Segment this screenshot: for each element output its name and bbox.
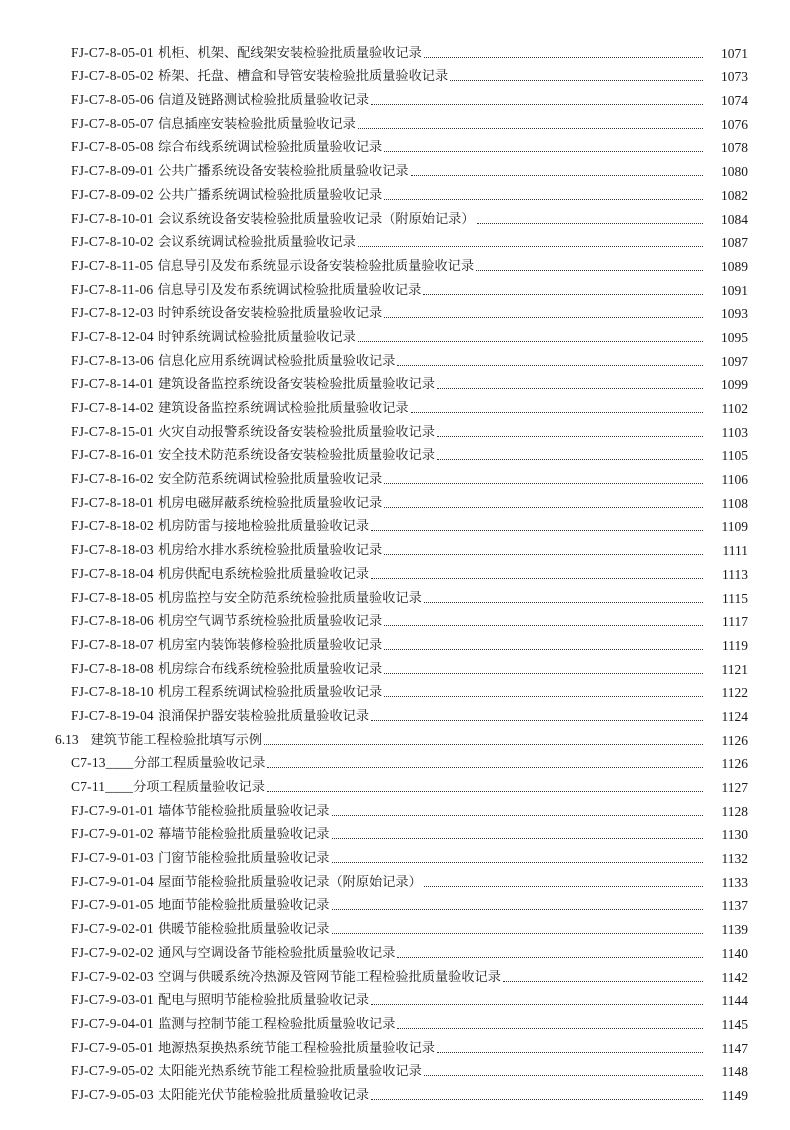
toc-entry-text: 信息导引及发布系统显示设备安装检验批质量验收记录 [157, 258, 475, 274]
toc-entry[interactable] [0, 180, 790, 204]
toc-entry[interactable] [0, 322, 790, 346]
toc-entry-page-number: 1148 [721, 1064, 748, 1080]
toc-entry[interactable] [0, 914, 790, 938]
dot-leader [332, 838, 704, 839]
toc-entry[interactable] [0, 607, 790, 631]
dot-leader [384, 151, 703, 152]
toc-entry-text: 机房综合布线系统检验批质量验收记录 [158, 661, 383, 677]
toc-entry-text: 配电与照明节能检验批质量验收记录 [158, 993, 370, 1009]
toc-entry-title [71, 590, 422, 607]
dot-leader [384, 483, 703, 484]
dot-leader [437, 459, 703, 460]
toc-entry[interactable] [0, 488, 790, 512]
toc-entry-code: FJ-C7-9-01-03 [71, 850, 154, 866]
toc-entry-text: 建筑设备监控系统调试检验批质量验收记录 [158, 401, 409, 416]
toc-entry-page-number: 1128 [721, 803, 748, 819]
toc-entry-code: FJ-C7-8-05-02 [71, 68, 154, 84]
toc-entry[interactable] [0, 85, 790, 109]
toc-entry-title [71, 139, 382, 156]
toc-entry-title [71, 542, 382, 559]
dot-leader [371, 1099, 703, 1100]
toc-entry-title [71, 92, 369, 109]
toc-entry-text: 机房给水排水系统检验批质量验收记录 [158, 543, 383, 559]
toc-entry-code: FJ-C7-8-05-08 [71, 139, 154, 155]
toc-entry-page-number: 1087 [721, 235, 748, 251]
dot-leader [424, 57, 703, 58]
toc-entry[interactable] [0, 1009, 790, 1033]
dot-leader [371, 530, 703, 531]
toc-entry-page-number: 1099 [721, 377, 748, 393]
toc-entry-page-number: 1130 [721, 827, 748, 843]
toc-entry-text: 时钟系统设备安装检验批质量验收记录 [158, 306, 383, 322]
toc-entry-title [71, 305, 382, 322]
toc-entry-title [71, 661, 382, 678]
dot-leader [267, 791, 703, 792]
toc-entry[interactable] [0, 1057, 790, 1081]
dot-leader [267, 767, 703, 768]
toc-entry-code: FJ-C7-8-09-01 [71, 163, 154, 179]
toc-entry-page-number: 1144 [721, 993, 748, 1009]
toc-entry-text: 建筑节能工程检验批填写示例 [90, 732, 263, 748]
toc-entry[interactable] [0, 535, 790, 559]
toc-entry[interactable] [0, 820, 790, 844]
toc-entry-page-number: 1139 [721, 922, 748, 938]
table-of-contents [0, 38, 790, 1104]
toc-entry-title [55, 732, 262, 749]
toc-entry[interactable] [0, 678, 790, 702]
toc-entry-page-number: 1071 [721, 45, 748, 61]
toc-entry-page-number: 1140 [721, 945, 748, 961]
toc-entry-title [71, 376, 435, 393]
toc-entry-code: FJ-C7-8-18-04 [71, 565, 154, 581]
dot-leader [503, 981, 703, 982]
toc-entry[interactable] [0, 417, 790, 441]
dot-leader [264, 744, 703, 745]
toc-entry-page-number: 1137 [721, 898, 748, 914]
toc-entry-title [71, 684, 382, 701]
toc-entry-text: 分项工程质量验收记录 [133, 780, 265, 795]
dot-leader [450, 80, 703, 81]
toc-entry-code: FJ-C7-9-02-02 [71, 944, 154, 960]
dot-leader [397, 365, 703, 366]
toc-entry-title [71, 495, 382, 512]
toc-entry-page-number: 1117 [722, 614, 748, 630]
toc-entry-text: 公共广播系统设备安装检验批质量验收记录 [158, 164, 409, 180]
toc-entry[interactable] [0, 228, 790, 252]
toc-entry-code: FJ-C7-9-01-01 [71, 802, 154, 818]
toc-entry-code: FJ-C7-8-18-10 [71, 684, 154, 700]
toc-entry-code: FJ-C7-8-10-02 [71, 234, 154, 250]
toc-entry-title [71, 755, 265, 772]
dot-leader [358, 128, 703, 129]
toc-entry-title [71, 874, 422, 891]
toc-entry-page-number: 1091 [721, 282, 748, 298]
toc-entry-code: 6.13 [55, 731, 79, 747]
dot-leader [437, 436, 703, 437]
toc-entry-code: FJ-C7-8-11-05 [71, 257, 154, 273]
toc-entry-code: FJ-C7-9-01-02 [71, 826, 154, 842]
toc-entry-page-number: 1106 [721, 472, 748, 488]
dot-leader [411, 412, 703, 413]
toc-entry-code: FJ-C7-8-05-07 [71, 115, 154, 131]
toc-entry-text: 安全技术防范系统设备安装检验批质量验收记录 [158, 448, 435, 464]
dot-leader [424, 1075, 703, 1076]
toc-entry-title [71, 1040, 435, 1057]
toc-entry-text: 机房供配电系统检验批质量验收记录 [158, 566, 370, 582]
toc-entry-text: 建筑设备监控系统设备安装检验批质量验收记录 [158, 377, 435, 393]
toc-entry-page-number: 1115 [722, 590, 748, 606]
toc-entry-page-number: 1149 [721, 1087, 748, 1103]
toc-entry-page-number: 1074 [721, 93, 748, 109]
toc-entry-text: 信道及链路测试检验批质量验收记录 [158, 93, 370, 109]
toc-entry-page-number: 1102 [721, 401, 748, 416]
toc-entry-title [71, 518, 369, 535]
toc-entry-code: C7-11____ [71, 779, 134, 794]
toc-entry-page-number: 1097 [721, 353, 748, 369]
toc-entry-page-number: 1089 [721, 258, 748, 274]
toc-entry-title [71, 400, 409, 417]
toc-entry-text: 墙体节能检验批质量验收记录 [158, 803, 330, 819]
toc-entry-text: 监测与控制节能工程检验批质量验收记录 [158, 1016, 396, 1032]
toc-entry-code: FJ-C7-8-05-06 [71, 92, 154, 108]
toc-entry-page-number: 1111 [722, 543, 748, 559]
toc-entry-text: 信息化应用系统调试检验批质量验收记录 [158, 353, 396, 369]
toc-entry[interactable] [0, 962, 790, 986]
toc-entry-code: FJ-C7-8-12-03 [71, 305, 154, 321]
dot-leader [384, 317, 703, 318]
toc-entry-text: 公共广播系统调试检验批质量验收记录 [158, 187, 383, 203]
toc-entry-text: 太阳能光热系统节能工程检验批质量验收记录 [158, 1064, 422, 1080]
toc-entry-title [71, 45, 422, 62]
toc-entry-title [71, 234, 356, 251]
toc-entry[interactable] [0, 275, 790, 299]
toc-entry[interactable] [0, 938, 790, 962]
toc-entry-text: 通风与空调设备节能检验批质量验收记录 [158, 945, 396, 961]
toc-entry-page-number: 1126 [721, 732, 748, 748]
toc-entry[interactable] [0, 62, 790, 86]
toc-entry[interactable] [0, 725, 790, 749]
toc-entry-title [71, 613, 382, 630]
toc-entry-text: 火灾自动报警系统设备安装检验批质量验收记录 [158, 424, 435, 440]
toc-entry[interactable] [0, 559, 790, 583]
toc-entry-title [71, 779, 265, 796]
dot-leader [332, 815, 704, 816]
dot-leader [477, 223, 703, 224]
dot-leader [358, 246, 703, 247]
toc-entry-text: 分部工程质量验收记录 [133, 756, 266, 772]
dot-leader [384, 507, 703, 508]
toc-entry[interactable] [0, 38, 790, 62]
toc-entry-page-number: 1147 [721, 1040, 748, 1056]
toc-entry-code: FJ-C7-8-13-06 [71, 352, 154, 368]
dot-leader [384, 199, 703, 200]
toc-entry-title [71, 850, 330, 867]
toc-entry[interactable] [0, 772, 790, 796]
toc-entry-title [71, 708, 369, 725]
toc-entry-text: 地面节能检验批质量验收记录 [158, 898, 330, 914]
toc-entry-page-number: 1124 [721, 708, 748, 724]
toc-entry-code: FJ-C7-8-05-01 [71, 44, 154, 60]
toc-entry-text: 机房防雷与接地检验批质量验收记录 [158, 519, 370, 535]
toc-entry-title [71, 803, 330, 820]
dot-leader [384, 696, 703, 697]
toc-entry-text: 空调与供暖系统冷热源及管网节能工程检验批质量验收记录 [158, 969, 501, 985]
toc-entry-text: 幕墙节能检验批质量验收记录 [158, 827, 330, 843]
toc-entry[interactable] [0, 156, 790, 180]
toc-entry-text: 信息插座安装检验批质量验收记录 [158, 116, 356, 132]
toc-entry[interactable] [0, 986, 790, 1010]
toc-entry-code: C7-13____ [71, 755, 134, 771]
toc-entry[interactable] [0, 891, 790, 915]
toc-entry-text: 机柜、机架、配线架安装检验批质量验收记录 [158, 45, 422, 61]
toc-entry[interactable] [0, 251, 790, 275]
toc-entry[interactable] [0, 749, 790, 773]
toc-entry-page-number: 1095 [721, 329, 748, 345]
toc-entry-page-number: 1080 [721, 164, 748, 180]
toc-entry-page-number: 1127 [721, 780, 748, 795]
toc-entry-code: FJ-C7-9-05-01 [71, 1039, 154, 1055]
toc-entry-text: 屋面节能检验批质量验收记录（附原始记录） [158, 874, 422, 890]
toc-entry[interactable] [0, 583, 790, 607]
toc-entry[interactable] [0, 299, 790, 323]
dot-leader [384, 649, 703, 650]
dot-leader [384, 673, 703, 674]
toc-entry-title [71, 447, 435, 464]
toc-entry-text: 机房工程系统调试检验批质量验收记录 [158, 685, 383, 701]
toc-entry-code: FJ-C7-9-03-01 [71, 992, 154, 1008]
toc-entry-code: FJ-C7-8-09-02 [71, 186, 154, 202]
toc-entry-title [71, 921, 330, 938]
toc-entry[interactable] [0, 867, 790, 891]
toc-entry-code: FJ-C7-9-04-01 [71, 1015, 154, 1031]
toc-entry-text: 地源热泵换热系统节能工程检验批质量验收记录 [158, 1040, 435, 1056]
dot-leader [332, 862, 704, 863]
dot-leader [411, 175, 703, 176]
toc-entry[interactable] [0, 796, 790, 820]
toc-entry-page-number: 1082 [721, 187, 748, 203]
dot-leader [397, 1028, 703, 1029]
toc-entry-code: FJ-C7-8-15-01 [71, 423, 154, 439]
toc-entry-code: FJ-C7-8-18-05 [71, 589, 154, 605]
toc-entry-text: 时钟系统调试检验批质量验收记录 [158, 329, 356, 345]
toc-entry-page-number: 1109 [721, 519, 748, 535]
toc-entry-title [71, 163, 409, 180]
toc-entry-title [71, 945, 395, 962]
toc-entry-code: FJ-C7-8-14-02 [71, 400, 154, 415]
toc-entry-title [71, 258, 474, 275]
toc-entry-page-number: 1113 [722, 566, 748, 582]
toc-entry-page-number: 1076 [721, 116, 748, 132]
toc-entry-title [71, 1016, 395, 1033]
toc-entry[interactable] [0, 204, 790, 228]
dot-leader [437, 388, 703, 389]
toc-entry-page-number: 1126 [721, 756, 748, 772]
toc-entry-title [71, 353, 395, 370]
toc-entry-title [71, 826, 330, 843]
toc-entry-text: 机房电磁屏蔽系统检验批质量验收记录 [158, 495, 383, 511]
toc-entry-code: FJ-C7-8-16-01 [71, 447, 154, 463]
dot-leader [384, 554, 703, 555]
toc-entry-page-number: 1078 [721, 140, 748, 156]
toc-entry[interactable] [0, 701, 790, 725]
toc-entry-page-number: 1145 [721, 1016, 748, 1032]
toc-entry-code: FJ-C7-9-01-04 [71, 873, 154, 889]
toc-entry-title [71, 471, 382, 488]
toc-entry[interactable] [0, 133, 790, 157]
toc-entry-title [71, 211, 475, 228]
toc-entry-text: 太阳能光伏节能检验批质量验收记录 [158, 1087, 370, 1103]
toc-entry-code: FJ-C7-8-19-04 [71, 707, 154, 723]
toc-entry[interactable] [0, 370, 790, 394]
toc-entry-text: 供暖节能检验批质量验收记录 [158, 922, 330, 938]
toc-entry-page-number: 1105 [721, 448, 748, 464]
toc-entry-title [71, 992, 369, 1009]
toc-entry-code: FJ-C7-8-14-01 [71, 376, 154, 392]
dot-leader [437, 1052, 703, 1053]
dot-leader [371, 1004, 703, 1005]
toc-entry-code: FJ-C7-8-18-01 [71, 494, 154, 510]
dot-leader [423, 294, 703, 295]
toc-entry-page-number: 1122 [721, 685, 748, 701]
toc-entry-text: 机房监控与安全防范系统检验批质量验收记录 [158, 590, 422, 606]
dot-leader [384, 625, 703, 626]
toc-entry-text: 会议系统设备安装检验批质量验收记录（附原始记录） [158, 211, 475, 227]
toc-entry-text: 机房空气调节系统检验批质量验收记录 [158, 614, 383, 630]
toc-entry[interactable] [0, 109, 790, 133]
toc-entry-title [71, 566, 369, 583]
toc-entry[interactable] [0, 464, 790, 488]
dot-leader [424, 886, 703, 887]
toc-entry-page-number: 1073 [721, 69, 748, 85]
toc-entry-text: 机房室内装饰装修检验批质量验收记录 [158, 637, 383, 653]
toc-entry-code: FJ-C7-8-16-02 [71, 471, 154, 487]
toc-entry-title [71, 637, 382, 654]
toc-entry[interactable] [0, 441, 790, 465]
dot-leader [424, 602, 703, 603]
toc-entry-code: FJ-C7-8-18-06 [71, 613, 154, 629]
toc-entry[interactable] [0, 843, 790, 867]
toc-entry-code: FJ-C7-9-01-05 [71, 897, 154, 913]
dot-leader [371, 720, 703, 721]
toc-entry-title [71, 68, 448, 85]
toc-entry[interactable] [0, 1033, 790, 1057]
toc-entry[interactable] [0, 630, 790, 654]
toc-entry-title [71, 1063, 422, 1080]
toc-entry[interactable] [0, 654, 790, 678]
toc-entry-code: FJ-C7-8-10-01 [71, 210, 154, 226]
toc-entry-page-number: 1119 [722, 637, 748, 653]
toc-entry-text: 信息导引及发布系统调试检验批质量验收记录 [157, 282, 422, 298]
toc-entry-text: 综合布线系统调试检验批质量验收记录 [158, 140, 383, 156]
toc-entry-code: FJ-C7-9-02-03 [71, 968, 154, 984]
toc-entry-code: FJ-C7-8-18-07 [71, 636, 154, 652]
toc-entry-code: FJ-C7-9-05-02 [71, 1063, 154, 1079]
toc-entry-title [71, 969, 501, 986]
toc-entry-page-number: 1133 [721, 874, 748, 890]
dot-leader [332, 909, 704, 910]
toc-entry-code: FJ-C7-8-12-04 [71, 328, 154, 344]
toc-entry-page-number: 1084 [721, 211, 748, 227]
toc-entry-text: 门窗节能检验批质量验收记录 [158, 851, 330, 867]
toc-entry-title [71, 187, 382, 204]
toc-entry-page-number: 1132 [721, 851, 748, 867]
toc-entry-code: FJ-C7-8-18-03 [71, 542, 154, 558]
toc-entry-text: 会议系统调试检验批质量验收记录 [158, 235, 356, 251]
dot-leader [358, 341, 703, 342]
toc-entry-code: FJ-C7-9-05-03 [71, 1086, 154, 1102]
dot-leader [476, 270, 703, 271]
toc-entry-code: FJ-C7-8-18-02 [71, 518, 154, 534]
dot-leader [332, 933, 704, 934]
toc-entry-page-number: 1093 [721, 306, 748, 322]
toc-entry-text: 安全防范系统调试检验批质量验收记录 [158, 472, 383, 488]
toc-entry-title [71, 897, 330, 914]
toc-entry-title [71, 116, 356, 133]
toc-entry-text: 桥架、托盘、槽盒和导管安装检验批质量验收记录 [158, 69, 449, 85]
toc-entry-title [71, 329, 356, 346]
toc-entry-title [71, 424, 435, 441]
toc-entry-title [71, 282, 421, 299]
toc-entry[interactable] [0, 512, 790, 536]
dot-leader [371, 578, 703, 579]
toc-entry-title [71, 1087, 369, 1104]
toc-entry-text: 浪涌保护器安装检验批质量验收记录 [158, 708, 370, 724]
toc-entry[interactable] [0, 1080, 790, 1104]
toc-entry-code: FJ-C7-9-02-01 [71, 921, 154, 937]
toc-entry-code: FJ-C7-8-11-06 [71, 281, 154, 297]
toc-entry-code: FJ-C7-8-18-08 [71, 660, 154, 676]
dot-leader [371, 104, 703, 105]
toc-entry[interactable] [0, 346, 790, 370]
dot-leader [397, 957, 703, 958]
toc-entry-page-number: 1121 [721, 661, 748, 677]
toc-entry-page-number: 1108 [721, 495, 748, 511]
toc-entry-page-number: 1103 [721, 424, 748, 440]
toc-entry[interactable] [0, 393, 790, 417]
toc-entry-page-number: 1142 [721, 969, 748, 985]
